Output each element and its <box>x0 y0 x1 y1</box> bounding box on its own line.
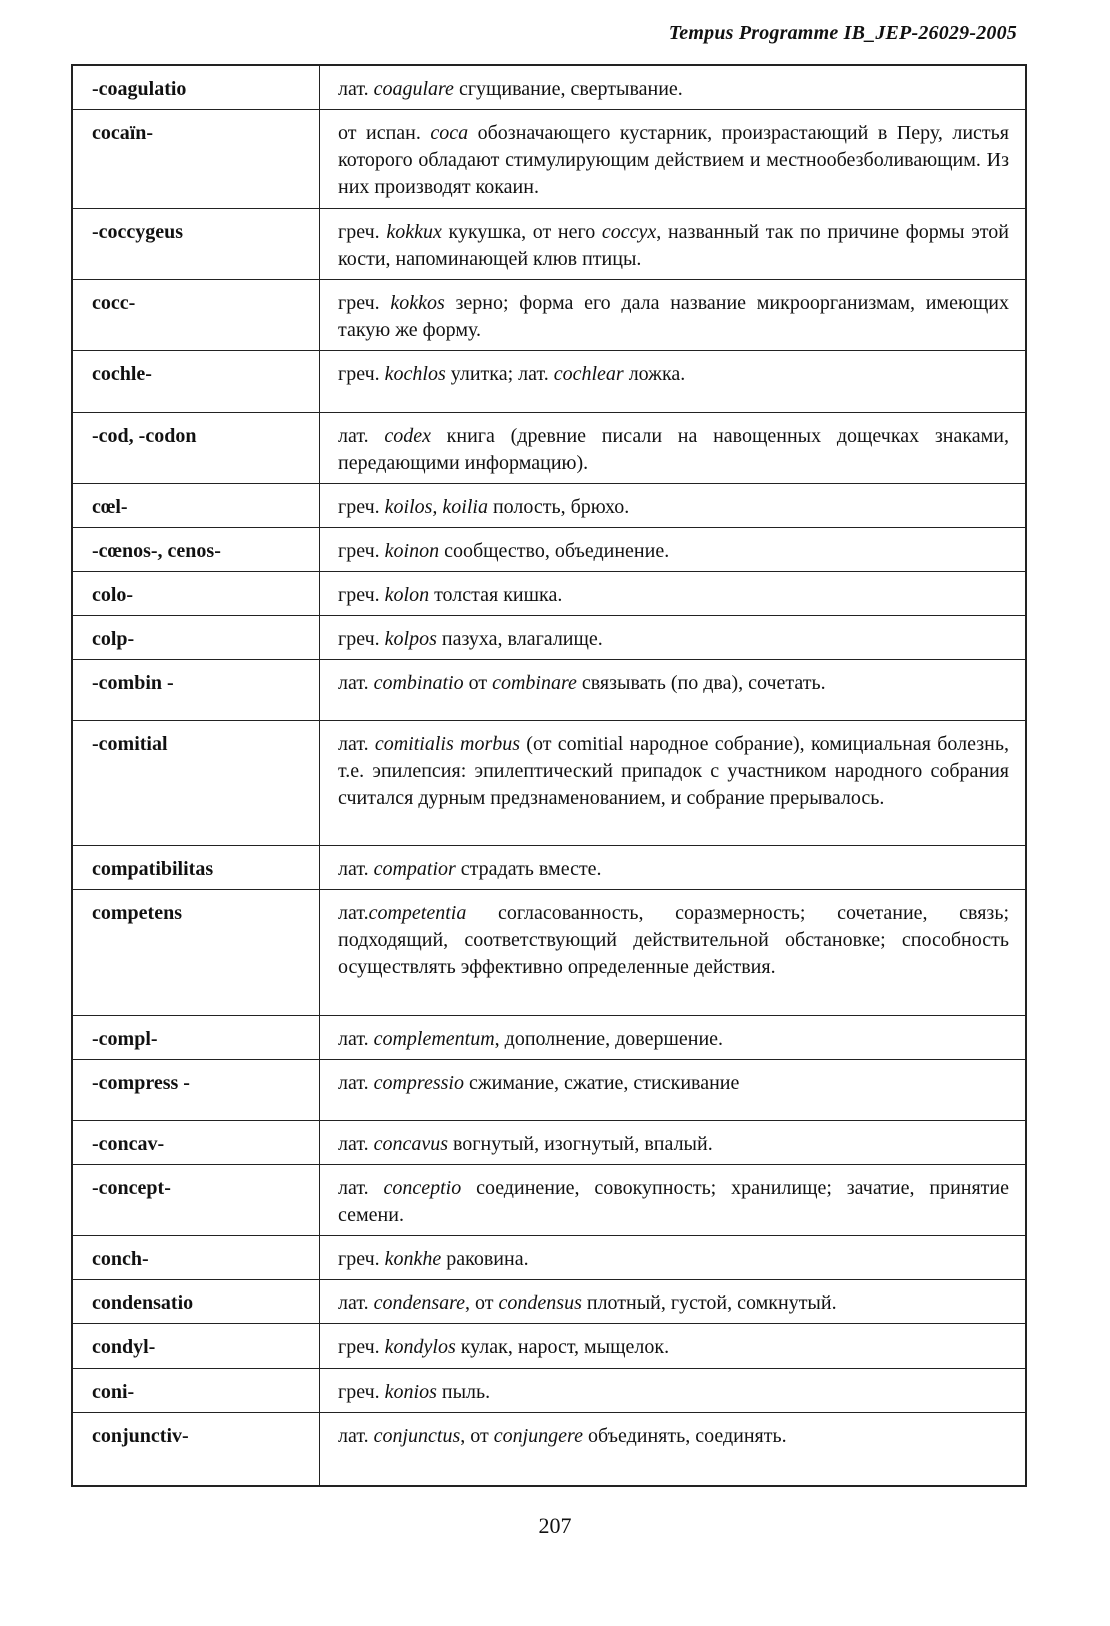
term-cell: cocaïn- <box>72 110 320 209</box>
definition-text: греч. <box>338 496 385 518</box>
definition-etymon: koilos, koilia <box>384 496 488 518</box>
definition-text: , названный так по причине формы этой кости, напоминающей клюв птицы. <box>338 221 1009 270</box>
term-cell: -cœnos-, cenos- <box>72 528 320 572</box>
definition-etymon: coagulare <box>373 78 454 100</box>
definition-cell <box>320 1121 1027 1165</box>
term-cell: cocc- <box>72 280 320 351</box>
definition-text: сообщество, объединение. <box>439 540 670 562</box>
term-cell: condensatio <box>72 1280 320 1324</box>
term-cell: -cod, -codon <box>72 413 320 484</box>
definition-cell <box>320 351 1027 413</box>
definition-etymon: conjunctus <box>373 1425 461 1447</box>
definition-etymon: compatior <box>373 858 456 880</box>
definition-text: ложка. <box>623 363 686 385</box>
glossary-row <box>72 413 1026 484</box>
definition-text: греч. <box>338 221 387 243</box>
term-cell: competens <box>72 890 320 1016</box>
glossary-row <box>72 572 1026 616</box>
term-cell: -compl- <box>72 1016 320 1060</box>
term-cell: -combin - <box>72 660 320 721</box>
definition-cell <box>320 616 1027 660</box>
definition-text: , от <box>465 1292 499 1314</box>
term-cell: colp- <box>72 616 320 660</box>
definition-etymon: conceptio <box>383 1177 462 1199</box>
glossary-row <box>72 209 1026 280</box>
definition-text: полость, брюхо. <box>487 496 630 518</box>
glossary-row <box>72 1016 1026 1060</box>
definition-cell <box>320 528 1027 572</box>
definition-text: греч. <box>338 1248 385 1270</box>
definition-text: согласованность, соразмерность; сочетание, связь; подходящий, соответствующий действительной обстановке; способность осуществлять эффективно определенные действия. <box>338 902 1009 978</box>
glossary-row <box>72 1060 1026 1121</box>
definition-text: лат. <box>338 902 369 924</box>
definition-text: , дополнение, довершение. <box>494 1028 724 1050</box>
definition-text: греч. <box>338 628 385 650</box>
definition-etymon: coca <box>430 122 469 144</box>
definition-cell <box>320 1324 1027 1369</box>
definition-text: толстая кишка. <box>429 584 563 606</box>
definition-cell <box>320 1060 1027 1121</box>
definition-text: греч. <box>338 363 385 385</box>
term-cell: -concav- <box>72 1121 320 1165</box>
definition-text: от <box>463 672 493 694</box>
definition-text: пазуха, влагалище. <box>436 628 603 650</box>
definition-etymon: cochlear <box>553 363 624 385</box>
definition-text: лат. <box>338 858 374 880</box>
definition-etymon: combinatio <box>373 672 464 694</box>
definition-cell <box>320 110 1027 209</box>
glossary-row <box>72 890 1026 1016</box>
definition-text: книга (древние писали на навощенных дощечках знаками, передающими информацию). <box>338 425 1009 474</box>
page-number: 207 <box>538 1513 572 1538</box>
definition-text: обозначающего кустарник, произрастающий в Перу, листья которого обладают стимулирующим действием и местнообезболивающим. Из них производят кокаин. <box>338 122 1009 198</box>
definition-cell <box>320 1236 1027 1280</box>
glossary-row <box>72 616 1026 660</box>
definition-cell <box>320 572 1027 616</box>
glossary-row <box>72 1165 1026 1236</box>
definition-etymon: conjungere <box>493 1425 583 1447</box>
definition-text: (от comitial народное собрание), комициальная болезнь, т.е. эпилепсия: эпилептический припадок с участником народного собрания считался дурным предзнаменованием, и собрание прерывалось. <box>338 733 1009 809</box>
glossary-row <box>72 528 1026 572</box>
definition-text: греч. <box>338 540 385 562</box>
glossary-row <box>72 721 1026 846</box>
running-header: Tempus Programme IB_JEP-26029-2005 <box>668 22 1017 44</box>
definition-etymon: combinare <box>492 672 577 694</box>
definition-etymon: comitialis morbus <box>374 733 521 755</box>
definition-cell <box>320 1413 1027 1486</box>
glossary-row <box>72 1121 1026 1165</box>
definition-text: раковина. <box>441 1248 529 1270</box>
term-cell: conjunctiv- <box>72 1413 320 1486</box>
definition-cell <box>320 1165 1027 1236</box>
definition-etymon: kokkux <box>386 221 442 243</box>
definition-text: объединять, соединять. <box>582 1425 787 1447</box>
term-cell: condyl- <box>72 1324 320 1369</box>
definition-cell <box>320 1016 1027 1060</box>
definition-cell <box>320 1369 1027 1413</box>
definition-text: сжимание, сжатие, стискивание <box>463 1072 740 1094</box>
definition-cell <box>320 890 1027 1016</box>
definition-etymon: codex <box>384 425 431 447</box>
definition-text: соединение, совокупность; хранилище; зачатие, принятие семени. <box>338 1177 1010 1226</box>
definition-text: пыль. <box>436 1381 491 1403</box>
definition-etymon: competentia <box>368 902 467 924</box>
definition-text: лат. <box>338 1072 374 1094</box>
definition-etymon: konkhe <box>384 1248 442 1270</box>
definition-text: сгущивание, свертывание. <box>453 78 683 100</box>
glossary-row <box>72 280 1026 351</box>
definition-text: лат. <box>338 425 385 447</box>
glossary-row <box>72 846 1026 890</box>
term-cell: compatibilitas <box>72 846 320 890</box>
definition-text: страдать вместе. <box>455 858 602 880</box>
definition-etymon: kokkos <box>390 292 445 314</box>
definition-text: лат. <box>338 672 374 694</box>
glossary-row <box>72 1413 1026 1486</box>
definition-cell <box>320 209 1027 280</box>
term-cell: -coagulatio <box>72 65 320 110</box>
glossary-row <box>72 484 1026 528</box>
definition-text: греч. <box>338 1381 385 1403</box>
definition-cell <box>320 846 1027 890</box>
definition-text: лат. <box>338 733 375 755</box>
glossary-row <box>72 1369 1026 1413</box>
definition-text: зерно; форма его дала название микроорганизмам, имеющих такую же форму. <box>338 292 1010 341</box>
definition-cell <box>320 280 1027 351</box>
definition-text: греч. <box>338 584 385 606</box>
term-cell: cœl- <box>72 484 320 528</box>
term-cell: -coccygeus <box>72 209 320 280</box>
definition-cell <box>320 65 1027 110</box>
term-cell: cochle- <box>72 351 320 413</box>
definition-cell <box>320 1280 1027 1324</box>
definition-text: лат. <box>338 1177 384 1199</box>
term-cell: colo- <box>72 572 320 616</box>
glossary-row <box>72 65 1026 110</box>
definition-text: лат. <box>338 1292 374 1314</box>
definition-etymon: complementum <box>373 1028 495 1050</box>
definition-text: плотный, густой, сомкнутый. <box>581 1292 837 1314</box>
term-cell: -concept- <box>72 1165 320 1236</box>
term-cell: coni- <box>72 1369 320 1413</box>
definition-text: улитка; лат. <box>445 363 554 385</box>
definition-text: вогнутый, изогнутый, впалый. <box>448 1133 713 1155</box>
definition-etymon: konios <box>384 1381 437 1403</box>
definition-etymon: kolpos <box>384 628 437 650</box>
term-cell: -compress - <box>72 1060 320 1121</box>
glossary-table <box>71 64 1027 1487</box>
definition-etymon: kolon <box>384 584 430 606</box>
definition-cell <box>320 484 1027 528</box>
definition-etymon: koinon <box>384 540 440 562</box>
glossary-row <box>72 1280 1026 1324</box>
glossary-row <box>72 1324 1026 1369</box>
definition-etymon: condensus <box>498 1292 582 1314</box>
definition-text: от испан. <box>338 122 431 144</box>
glossary-row <box>72 660 1026 721</box>
definition-text: связывать (по два), сочетать. <box>576 672 826 694</box>
definition-text: лат. <box>338 78 374 100</box>
glossary-row <box>72 110 1026 209</box>
definition-cell <box>320 721 1027 846</box>
glossary-row <box>72 351 1026 413</box>
glossary-body <box>72 65 1026 1486</box>
definition-text: греч. <box>338 292 391 314</box>
definition-cell <box>320 660 1027 721</box>
definition-text: кулак, нарост, мыщелок. <box>455 1336 670 1358</box>
term-cell: conch- <box>72 1236 320 1280</box>
definition-etymon: kondylos <box>384 1336 456 1358</box>
definition-etymon: concavus <box>373 1133 448 1155</box>
definition-etymon: coccyx <box>601 221 657 243</box>
term-cell: -comitial <box>72 721 320 846</box>
glossary-row <box>72 1236 1026 1280</box>
definition-etymon: kochlos <box>384 363 446 385</box>
definition-text: , от <box>460 1425 494 1447</box>
definition-text: лат. <box>338 1133 374 1155</box>
definition-etymon: compressio <box>373 1072 464 1094</box>
definition-text: лат. <box>338 1028 374 1050</box>
definition-text: кукушка, от него <box>441 221 602 243</box>
definition-cell <box>320 413 1027 484</box>
definition-text: греч. <box>338 1336 385 1358</box>
definition-etymon: condensare <box>373 1292 466 1314</box>
definition-text: лат. <box>338 1425 374 1447</box>
